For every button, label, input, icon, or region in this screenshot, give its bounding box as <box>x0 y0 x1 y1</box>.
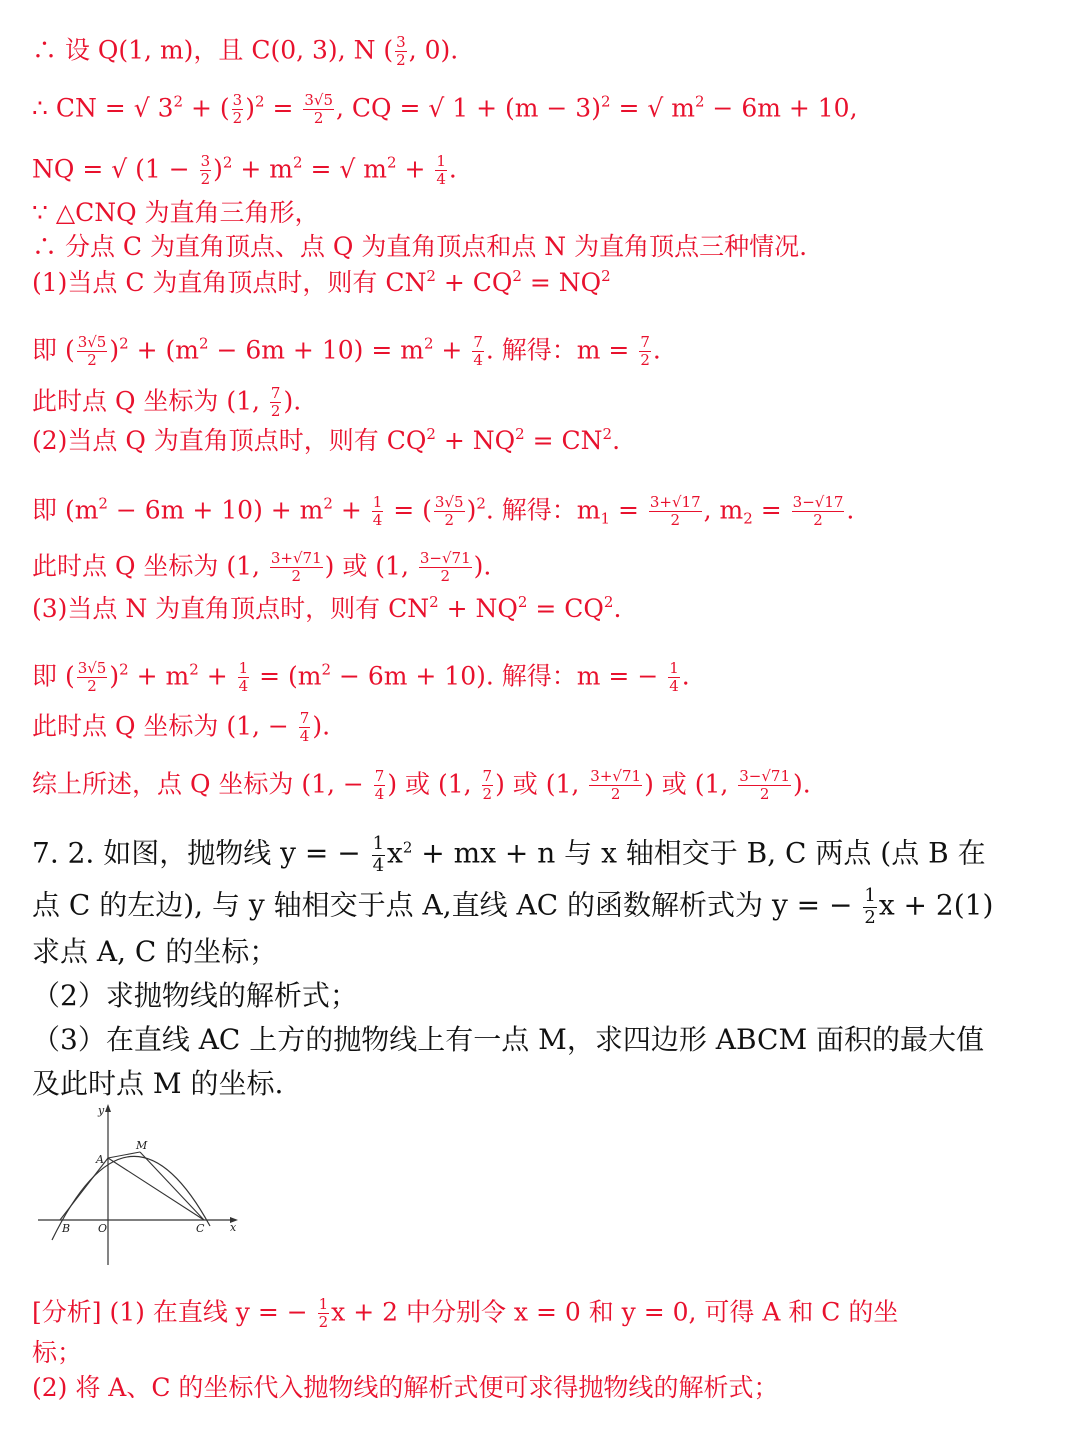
solution-line-3: NQ = √ (1 − $\frac{3}{2}$ )$^2 + m^2$ = √ $m^2$ + $\frac{1}{4}$ . <box>32 152 457 189</box>
segment-mc <box>140 1152 204 1220</box>
solution-line-10: 即 $(m^2 - 6m + 10) + m^2$ + $\frac{1}{4}$ = ( $\frac{3√5}{2}$ )$^2$. 解得：$m_1$ = $\frac{3+√17}{2}$ , $m_2$ = $\frac{3-√17}{2}$ . <box>32 493 855 530</box>
problem-line-1: 7. 2. 如图，抛物线 y = − $\frac{1}{4}$ $x^2$ + mx + n 与 x 轴相交于 B, C 两点 (点 B 在 <box>32 833 986 876</box>
problem-line-5: （3）在直线 AC 上方的抛物线上有一点 M，求四边形 ABCM 面积的最大值 <box>32 1023 985 1056</box>
problem-line-2: 点 C 的左边), 与 y 轴相交于点 A,直线 AC 的函数解析式为 y = − $\frac{1}{2}$ x + 2(1) <box>32 885 994 928</box>
solution-line-6: (1)当点 C 为直角顶点时，则有 $CN^2 + CQ^2 = NQ^2$ <box>32 267 611 297</box>
solution-line-9: (2)当点 Q 为直角顶点时，则有 $CQ^2 + NQ^2 = CN^2$. <box>32 425 621 455</box>
label-o: O <box>98 1222 108 1235</box>
line-ac <box>108 1158 204 1220</box>
solution-line-5: ∴ 分点 C 为直角顶点、点 Q 为直角顶点和点 N 为直角顶点三种情况. <box>32 232 808 261</box>
parabola-curve <box>52 1156 210 1240</box>
solution-line-4: ∵ △CNQ 为直角三角形， <box>32 198 320 227</box>
solution-line-15: 综上所述，点 Q 坐标为 (1, − $\frac{7}{4}$ ) 或 (1, $\frac{7}{2}$ ) 或 (1, $\frac{3+√71}{2}$ ) 或 (1, $\frac{3-√71}{2}$ ). <box>32 767 811 804</box>
label-y: y <box>98 1104 105 1117</box>
segment-ab <box>60 1158 108 1220</box>
solution-line-14: 此时点 Q 坐标为 (1, − $\frac{7}{4}$ ). <box>32 709 331 746</box>
label-a: A <box>96 1153 104 1166</box>
analysis-line-1: [分析] (1) 在直线 y = − $\frac{1}{2}$ x + 2 中分别令 x = 0 和 y = 0, 可得 A 和 C 的坐 <box>32 1295 899 1332</box>
y-axis-arrow <box>105 1104 111 1112</box>
solution-line-11: 此时点 Q 坐标为 (1, $\frac{3+√71}{2}$ ) 或 (1, $\frac{3-√71}{2}$ ). <box>32 549 492 586</box>
parabola-figure <box>32 1100 252 1270</box>
analysis-line-2: 标； <box>32 1338 83 1367</box>
solution-line-12: (3)当点 N 为直角顶点时，则有 $CN^2 + NQ^2 = CQ^2$. <box>32 593 622 623</box>
analysis-line-3: (2) 将 A、C 的坐标代入抛物线的解析式便可求得抛物线的解析式； <box>32 1373 779 1402</box>
solution-line-7: 即 ( $\frac{3√5}{2}$ )$^2 + (m^2 - 6m + 10) = m^2$ + $\frac{7}{4}$ . 解得：m = $\frac{7}{2}$ . <box>32 333 661 370</box>
label-m: M <box>136 1139 148 1152</box>
solution-line-2: ∴ CN = √ $3^2$ + ( $\frac{3}{2}$ )$^2$ = $\frac{3√5}{2}$ , CQ = √ $1 + (m - 3)^2$ = √ $m^2 - 6m + 10$, <box>32 91 858 128</box>
solution-line-8: 此时点 Q 坐标为 (1, $\frac{7}{2}$ ). <box>32 384 302 421</box>
label-b: B <box>62 1222 71 1235</box>
problem-line-6: 及此时点 M 的坐标. <box>32 1067 284 1100</box>
problem-line-3: 求点 A, C 的坐标； <box>32 935 278 968</box>
problem-line-4: （2）求抛物线的解析式； <box>32 979 358 1012</box>
label-x: x <box>230 1221 237 1234</box>
solution-line-13: 即 ( $\frac{3√5}{2}$ )$^2 + m^2$ + $\frac{1}{4}$ = $(m^2 - 6m + 10)$. 解得：m = − $\frac{1}{4}$ . <box>32 659 690 696</box>
label-c: C <box>196 1222 205 1235</box>
solution-line-1: ∴ 设 Q(1, m)，且 C(0, 3), N ( $\frac{3}{2}$ , 0). <box>32 33 459 70</box>
